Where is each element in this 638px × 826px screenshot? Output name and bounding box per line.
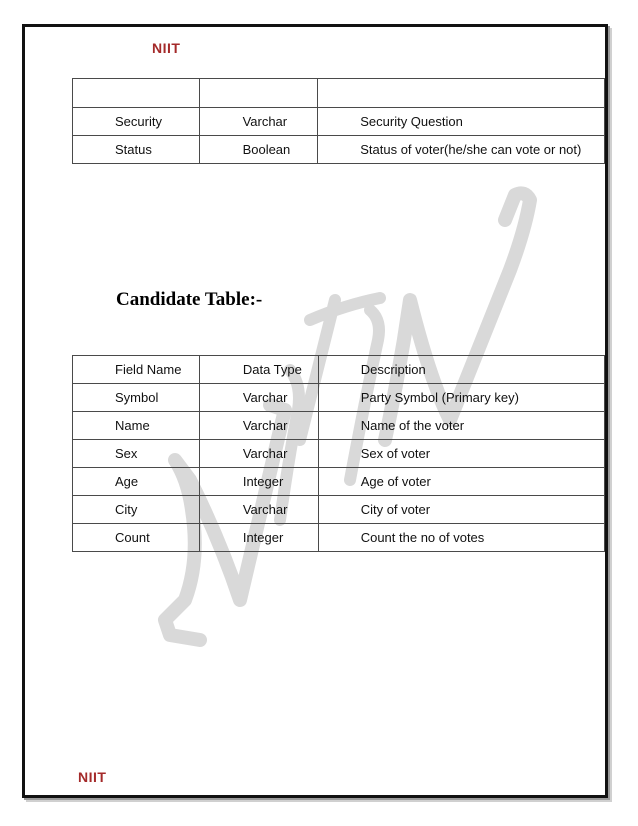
candidate-table	[72, 355, 605, 552]
table-cell: Varchar	[199, 384, 318, 412]
table-row	[73, 524, 605, 552]
table-cell: Name	[73, 412, 200, 440]
table-row	[73, 136, 605, 164]
table-cell: Varchar	[199, 412, 318, 440]
table-cell: City of voter	[318, 496, 604, 524]
table-row	[73, 108, 605, 136]
table-cell	[199, 79, 318, 108]
table-cell: Boolean	[199, 136, 318, 164]
column-header-data-type: Data Type	[199, 356, 318, 384]
table-cell: Sex	[73, 440, 200, 468]
table-cell: City	[73, 496, 200, 524]
table-cell: Security	[73, 108, 200, 136]
table-row	[73, 79, 605, 108]
table-row	[73, 384, 605, 412]
table-cell: Status	[73, 136, 200, 164]
candidate-table-heading: Candidate Table:-	[116, 289, 263, 310]
table-cell: Integer	[199, 524, 318, 552]
table-cell: Varchar	[199, 108, 318, 136]
table-cell: Name of the voter	[318, 412, 604, 440]
table-cell: Status of voter(he/she can vote or not)	[318, 136, 605, 164]
table-row	[73, 440, 605, 468]
table-cell: Symbol	[73, 384, 200, 412]
table-cell: Security Question	[318, 108, 605, 136]
niit-logo-footer: NIIT	[78, 769, 107, 785]
niit-logo-header: NIIT	[152, 40, 181, 56]
table-cell: Party Symbol (Primary key)	[318, 384, 604, 412]
table-cell: Count the no of votes	[318, 524, 604, 552]
column-header-description: Description	[318, 356, 604, 384]
table-row	[73, 496, 605, 524]
table-cell: Varchar	[199, 440, 318, 468]
table-cell: Sex of voter	[318, 440, 604, 468]
table-cell: Integer	[199, 468, 318, 496]
table-cell	[318, 79, 605, 108]
table-cell	[73, 79, 200, 108]
table-cell: Age of voter	[318, 468, 604, 496]
table-cell: Age	[73, 468, 200, 496]
table-row	[73, 412, 605, 440]
voter-table-continued	[72, 78, 605, 164]
table-cell: Varchar	[199, 496, 318, 524]
column-header-field-name: Field Name	[73, 356, 200, 384]
table-header-row	[73, 356, 605, 384]
table-cell: Count	[73, 524, 200, 552]
table-row	[73, 468, 605, 496]
